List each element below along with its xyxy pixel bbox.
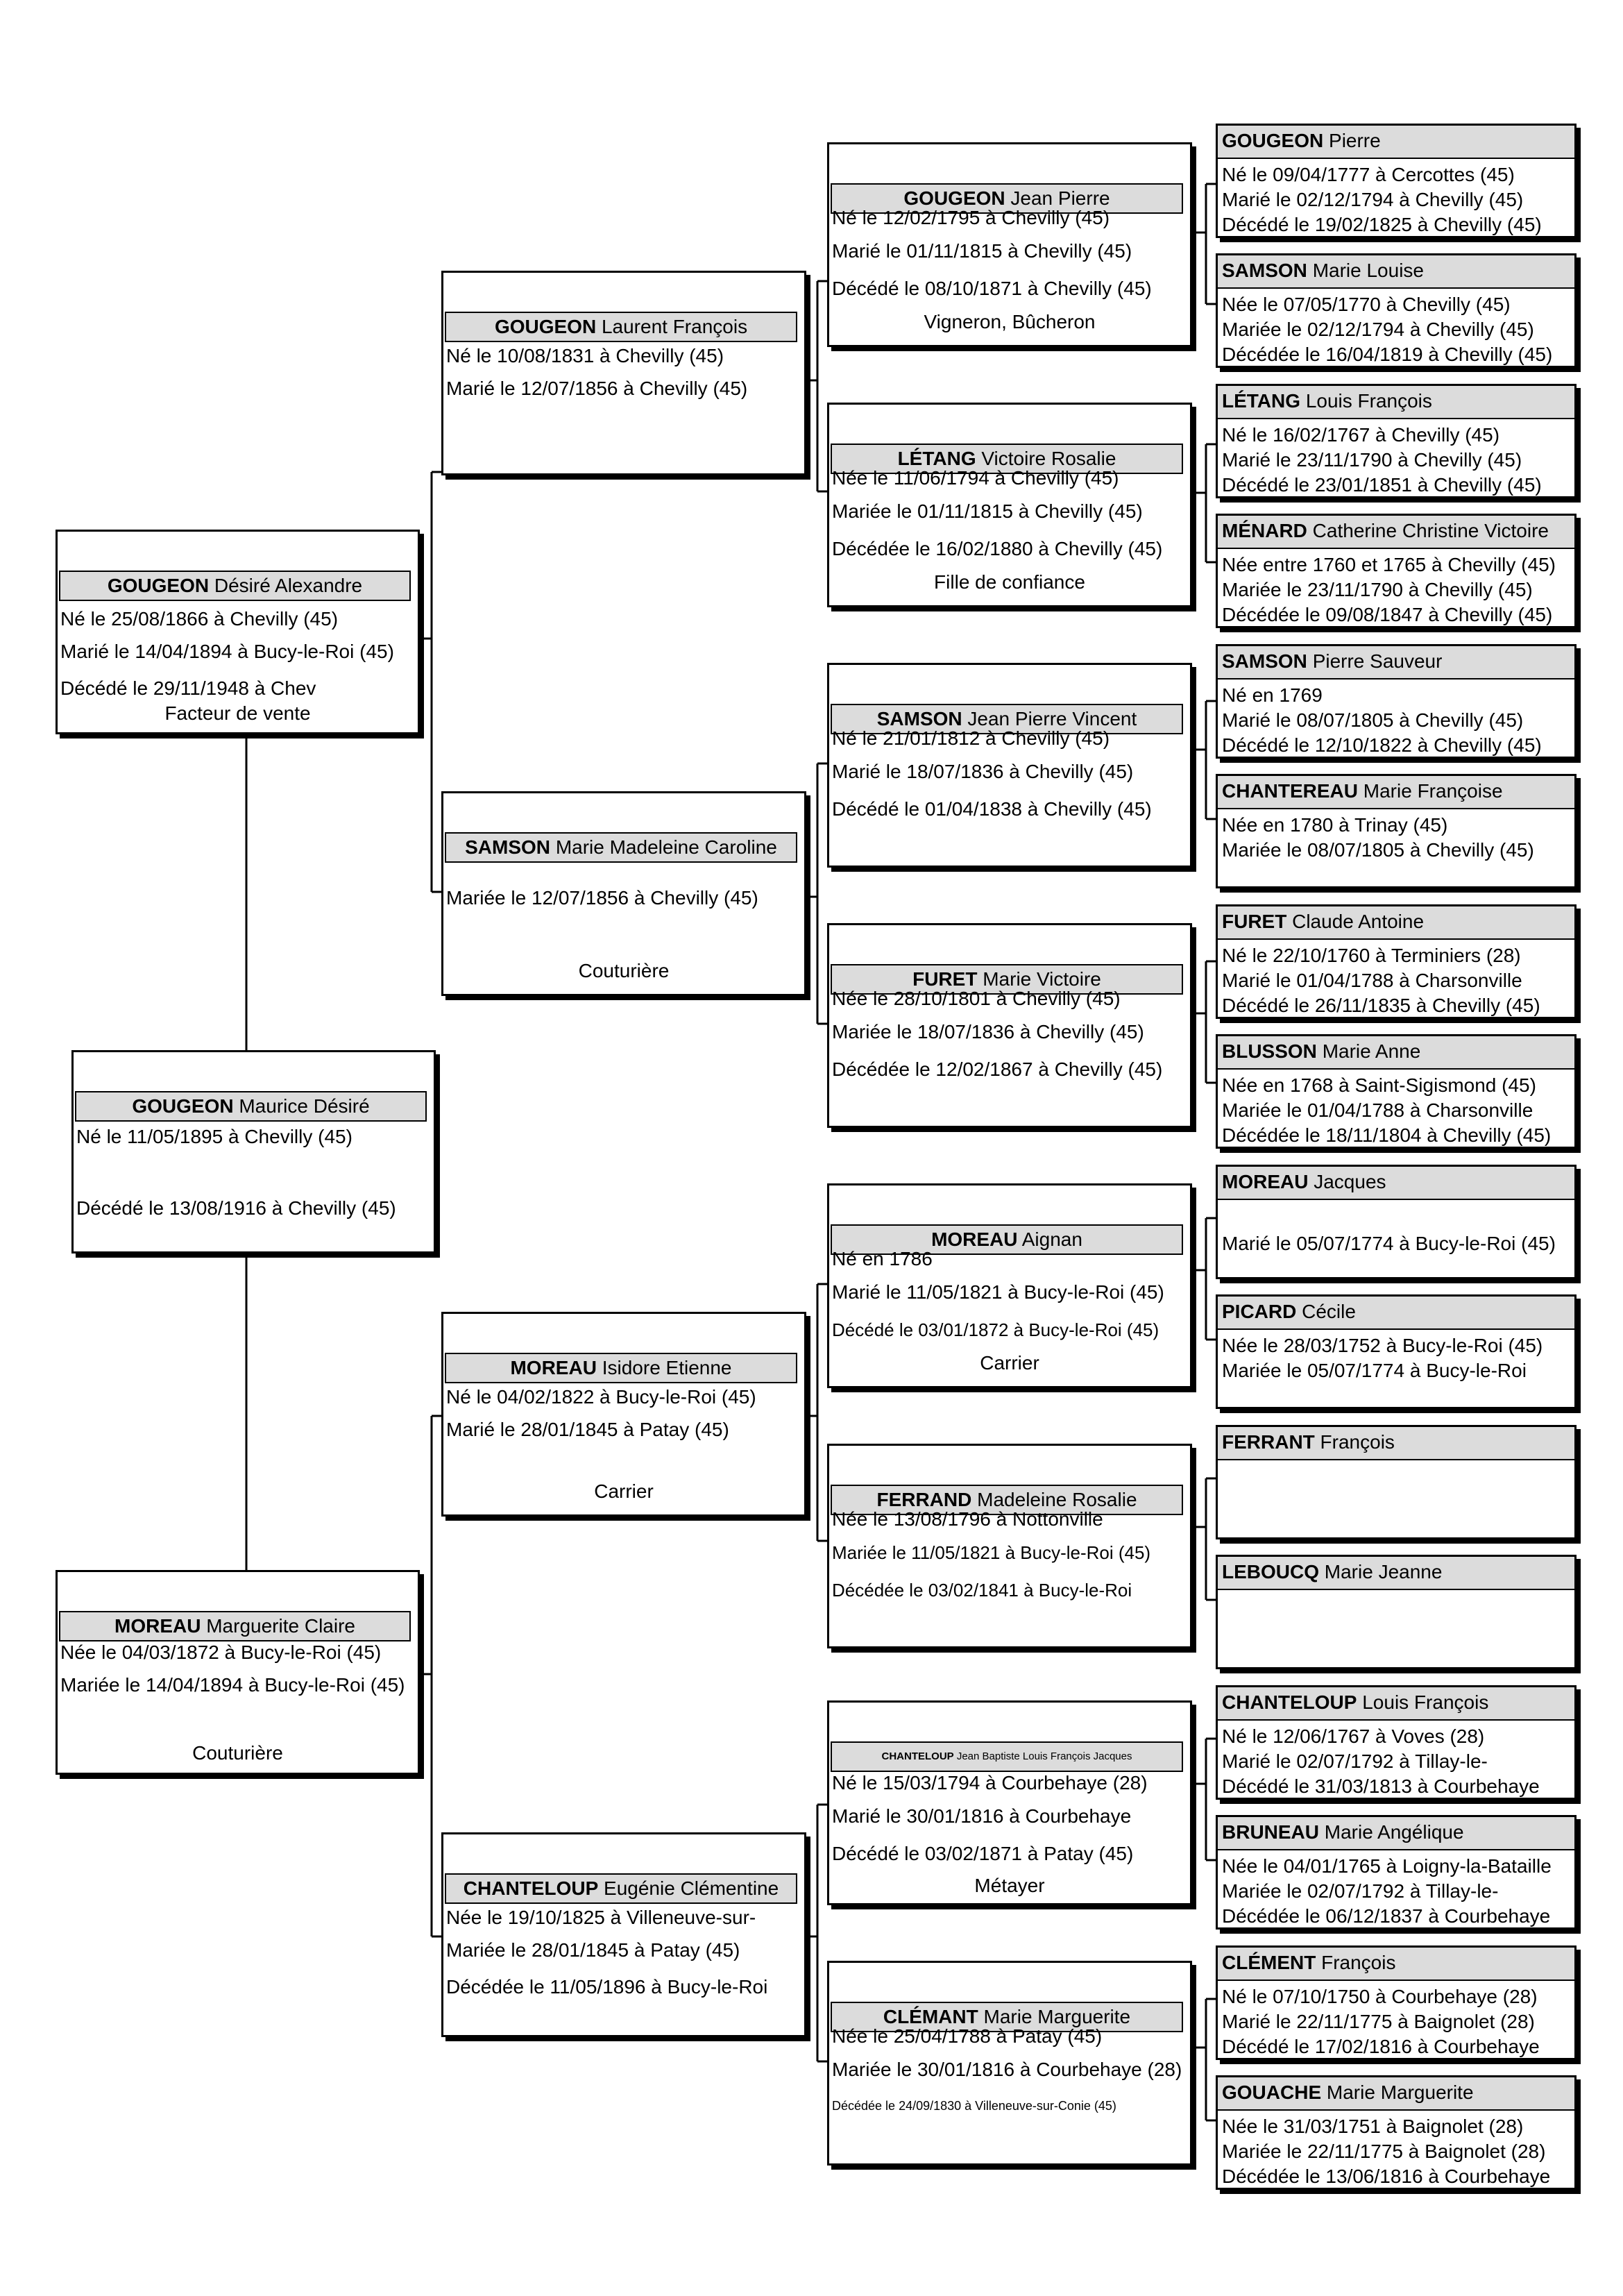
person-fact: Né le 22/10/1760 à Terminiers (28)	[1222, 945, 1521, 966]
person-name: GOUGEON Maurice Désiré	[75, 1091, 427, 1122]
person-fact: Née entre 1760 et 1765 à Chevilly (45)	[1222, 554, 1556, 575]
person-card-g1[interactable]	[827, 142, 1192, 347]
person-fact: Née le 28/10/1801 à Chevilly (45)	[832, 988, 1121, 1009]
person-fact: Mariée le 08/07/1805 à Chevilly (45)	[1222, 839, 1534, 861]
person-name: CHANTEREAU Marie Françoise	[1218, 776, 1574, 809]
person-card-g6[interactable]	[827, 1444, 1192, 1648]
person-name: GOUACHE Marie Marguerite	[1218, 2077, 1574, 2111]
person-fact: Mariée le 01/04/1788 à Charsonville	[1222, 1099, 1533, 1121]
person-fact: Marié le 22/11/1775 à Baignolet (28)	[1222, 2011, 1535, 2032]
person-name: FURET Claude Antoine	[1218, 906, 1574, 940]
person-fact: Marié le 14/04/1894 à Bucy-le-Roi (45)	[60, 641, 394, 662]
person-fact: Décédée le 03/02/1841 à Bucy-le-Roi	[832, 1580, 1132, 1601]
person-card-f1[interactable]	[441, 271, 806, 475]
person-fact: Mariée le 11/05/1821 à Bucy-le-Roi (45)	[832, 1542, 1151, 1563]
person-name: FERRANT François	[1218, 1427, 1574, 1460]
ancestor-card-a3[interactable]	[1216, 384, 1577, 498]
person-card-g5[interactable]	[827, 1183, 1192, 1388]
person-card-g8[interactable]	[827, 1961, 1192, 2166]
person-fact: Mariée le 14/04/1894 à Bucy-le-Roi (45)	[60, 1674, 405, 1696]
person-fact: Mariée le 30/01/1816 à Courbehaye (28)	[832, 2059, 1182, 2080]
ancestor-card-a5[interactable]	[1216, 644, 1577, 759]
person-name: SAMSON Jean Pierre Vincent	[831, 704, 1183, 734]
person-fact: Née le 28/03/1752 à Bucy-le-Roi (45)	[1222, 1335, 1543, 1356]
person-occupation: Métayer	[974, 1875, 1045, 1896]
person-fact: Mariée le 18/07/1836 à Chevilly (45)	[832, 1021, 1144, 1043]
person-fact: Décédé le 01/04/1838 à Chevilly (45)	[832, 798, 1152, 820]
person-fact: Née le 04/03/1872 à Bucy-le-Roi (45)	[60, 1641, 382, 1663]
ancestor-card-a2[interactable]	[1216, 253, 1577, 368]
person-fact: Née le 19/10/1825 à Villeneuve-sur-	[446, 1907, 756, 1928]
person-fact: Marié le 02/07/1792 à Tillay-le-	[1222, 1750, 1488, 1772]
person-occupation: Carrier	[980, 1352, 1039, 1374]
person-fact: Décédé le 13/08/1916 à Chevilly (45)	[76, 1197, 396, 1219]
ancestor-card-a15[interactable]	[1216, 1945, 1577, 2060]
person-fact: Marié le 05/07/1774 à Bucy-le-Roi (45)	[1222, 1233, 1556, 1254]
person-fact: Né le 10/08/1831 à Chevilly (45)	[446, 345, 724, 366]
person-fact: Marié le 01/11/1815 à Chevilly (45)	[832, 240, 1132, 262]
person-name: CLÉMENT François	[1218, 1948, 1574, 1981]
person-fact: Décédé le 26/11/1835 à Chevilly (45)	[1222, 995, 1540, 1016]
person-name: GOUGEON Jean Pierre	[831, 183, 1183, 214]
person-fact: Né le 09/04/1777 à Cercottes (45)	[1222, 164, 1515, 185]
person-name: LÉTANG Louis François	[1218, 386, 1574, 419]
person-name: CHANTELOUP Jean Baptiste Louis François Jacques	[831, 1741, 1183, 1772]
person-name: GOUGEON Laurent François	[445, 312, 797, 342]
person-fact: Décédée le 18/11/1804 à Chevilly (45)	[1222, 1124, 1552, 1146]
person-name: GOUGEON Pierre	[1218, 126, 1574, 159]
person-card-g4[interactable]	[827, 923, 1192, 1128]
ancestor-card-a11[interactable]	[1216, 1425, 1577, 1539]
person-fact: Né en 1769	[1222, 684, 1323, 706]
person-fact: Décédé le 17/02/1816 à Courbehaye	[1222, 2036, 1540, 2057]
person-fact: Né le 12/02/1795 à Chevilly (45)	[832, 207, 1110, 228]
person-name: CLÉMANT Marie Marguerite	[831, 2002, 1183, 2032]
person-fact: Marié le 12/07/1856 à Chevilly (45)	[446, 378, 748, 399]
person-name: GOUGEON Désiré Alexandre	[59, 571, 411, 601]
person-fact: Décédé le 31/03/1813 à Courbehaye	[1222, 1775, 1540, 1797]
person-name: CHANTELOUP Eugénie Clémentine	[445, 1873, 797, 1904]
person-card-m2[interactable]	[441, 1832, 806, 2037]
person-fact: Né le 25/08/1866 à Chevilly (45)	[60, 608, 339, 630]
person-occupation: Fille de confiance	[934, 571, 1085, 593]
person-card-g7[interactable]	[827, 1700, 1192, 1905]
person-fact: Décédé le 23/01/1851 à Chevilly (45)	[1222, 474, 1542, 496]
person-card-p3[interactable]	[56, 1570, 420, 1775]
person-fact: Née en 1768 à Saint-Sigismond (45)	[1222, 1074, 1536, 1096]
person-occupation: Facteur de vente	[164, 702, 311, 724]
person-fact: Mariée le 12/07/1856 à Chevilly (45)	[446, 887, 758, 909]
person-fact: Né le 07/10/1750 à Courbehaye (28)	[1222, 1986, 1538, 2007]
ancestor-card-a7[interactable]	[1216, 904, 1577, 1019]
person-fact: Décédée le 06/12/1837 à Courbehaye	[1222, 1905, 1551, 1927]
person-name: BRUNEAU Marie Angélique	[1218, 1817, 1574, 1850]
person-card-f2[interactable]	[441, 1312, 806, 1517]
person-fact: Mariée le 28/01/1845 à Patay (45)	[446, 1939, 740, 1961]
person-fact: Née le 31/03/1751 à Baignolet (28)	[1222, 2116, 1524, 2137]
person-fact: Marié le 18/07/1836 à Chevilly (45)	[832, 761, 1134, 782]
person-fact: Née le 25/04/1788 à Patay (45)	[832, 2025, 1103, 2047]
person-fact: Née le 04/01/1765 à Loigny-la-Bataille	[1222, 1855, 1552, 1877]
person-fact: Mariée le 02/07/1792 à Tillay-le-	[1222, 1880, 1499, 1902]
person-fact: Née en 1780 à Trinay (45)	[1222, 814, 1448, 836]
person-occupation: Vigneron, Bûcheron	[924, 311, 1096, 332]
person-occupation: Carrier	[594, 1480, 654, 1502]
ancestor-card-a4[interactable]	[1216, 514, 1577, 628]
ancestor-card-a16[interactable]	[1216, 2075, 1577, 2190]
person-fact: Marié le 28/01/1845 à Patay (45)	[446, 1419, 729, 1440]
person-card-g2[interactable]	[827, 403, 1192, 607]
person-name: PICARD Cécile	[1218, 1297, 1574, 1330]
ancestor-card-a12[interactable]	[1216, 1555, 1577, 1669]
person-card-p2[interactable]	[71, 1050, 436, 1253]
person-fact: Décédée le 13/06/1816 à Courbehaye	[1222, 2166, 1551, 2187]
person-fact: Décédé le 19/02/1825 à Chevilly (45)	[1222, 214, 1542, 235]
person-fact: Mariée le 22/11/1775 à Baignolet (28)	[1222, 2141, 1546, 2162]
person-name: SAMSON Marie Louise	[1218, 255, 1574, 289]
person-fact: Décédé le 12/10/1822 à Chevilly (45)	[1222, 734, 1542, 756]
person-name: CHANTELOUP Louis François	[1218, 1687, 1574, 1721]
person-name: MOREAU Aignan	[831, 1224, 1183, 1255]
person-card-p1[interactable]	[56, 530, 420, 734]
person-fact: Mariée le 02/12/1794 à Chevilly (45)	[1222, 319, 1534, 340]
person-fact: Décédé le 03/02/1871 à Patay (45)	[832, 1843, 1134, 1864]
person-fact: Né le 16/02/1767 à Chevilly (45)	[1222, 424, 1500, 446]
person-fact: Né le 12/06/1767 à Voves (28)	[1222, 1725, 1485, 1747]
ancestor-card-a14[interactable]	[1216, 1815, 1577, 1930]
person-name: MOREAU Marguerite Claire	[59, 1611, 411, 1641]
person-fact: Né le 04/02/1822 à Bucy-le-Roi (45)	[446, 1386, 756, 1408]
ancestor-card-a13[interactable]	[1216, 1685, 1577, 1800]
person-fact: Né en 1786	[832, 1248, 933, 1269]
person-fact: Décédée le 16/04/1819 à Chevilly (45)	[1222, 344, 1553, 365]
person-fact: Décédée le 12/02/1867 à Chevilly (45)	[832, 1058, 1163, 1080]
ancestor-card-a1[interactable]	[1216, 124, 1577, 238]
person-name: MOREAU Jacques	[1218, 1167, 1574, 1200]
person-name: SAMSON Marie Madeleine Caroline	[445, 832, 797, 863]
ancestor-card-a10[interactable]	[1216, 1294, 1577, 1409]
person-occupation: Couturière	[192, 1742, 283, 1764]
person-name: FURET Marie Victoire	[831, 964, 1183, 995]
person-fact: Mariée le 01/11/1815 à Chevilly (45)	[832, 500, 1143, 522]
person-fact: Né le 11/05/1895 à Chevilly (45)	[76, 1126, 352, 1147]
person-fact: Marié le 08/07/1805 à Chevilly (45)	[1222, 709, 1524, 731]
person-fact: Décédée le 16/02/1880 à Chevilly (45)	[832, 538, 1163, 559]
person-occupation: Couturière	[578, 960, 670, 981]
person-name: BLUSSON Marie Anne	[1218, 1036, 1574, 1070]
person-fact: Née le 11/06/1794 à Chevilly (45)	[832, 467, 1119, 489]
person-name: LÉTANG Victoire Rosalie	[831, 444, 1183, 474]
person-name: MOREAU Isidore Etienne	[445, 1353, 797, 1383]
person-name: FERRAND Madeleine Rosalie	[831, 1485, 1183, 1515]
person-fact: Née le 07/05/1770 à Chevilly (45)	[1222, 294, 1511, 315]
person-fact: Décédé le 29/11/1948 à Chev	[60, 677, 316, 699]
ancestor-card-a8[interactable]	[1216, 1034, 1577, 1149]
person-fact: Né le 15/03/1794 à Courbehaye (28)	[832, 1772, 1148, 1793]
person-fact: Mariée le 23/11/1790 à Chevilly (45)	[1222, 579, 1533, 600]
person-fact: Marié le 01/04/1788 à Charsonville	[1222, 970, 1522, 991]
person-name: LEBOUCQ Marie Jeanne	[1218, 1557, 1574, 1590]
person-fact: Marié le 02/12/1794 à Chevilly (45)	[1222, 189, 1524, 210]
person-name: MÉNARD Catherine Christine Victoire	[1218, 516, 1574, 549]
person-fact: Marié le 30/01/1816 à Courbehaye	[832, 1805, 1132, 1827]
person-fact: Décédée le 09/08/1847 à Chevilly (45)	[1222, 604, 1553, 625]
person-fact: Décédée le 24/09/1830 à Villeneuve-sur-Conie (45)	[832, 2099, 1116, 2113]
person-fact: Née le 13/08/1796 à Nottonville	[832, 1508, 1103, 1530]
person-fact: Décédé le 03/01/1872 à Bucy-le-Roi (45)	[832, 1319, 1159, 1340]
person-fact: Né le 21/01/1812 à Chevilly (45)	[832, 727, 1110, 749]
ancestor-card-a9[interactable]	[1216, 1165, 1577, 1279]
ancestor-card-a6[interactable]	[1216, 774, 1577, 888]
person-fact: Marié le 23/11/1790 à Chevilly (45)	[1222, 449, 1522, 471]
person-fact: Décédée le 11/05/1896 à Bucy-le-Roi	[446, 1976, 768, 1998]
person-card-g3[interactable]	[827, 663, 1192, 868]
person-fact: Mariée le 05/07/1774 à Bucy-le-Roi	[1222, 1360, 1527, 1381]
person-fact: Marié le 11/05/1821 à Bucy-le-Roi (45)	[832, 1281, 1164, 1303]
person-fact: Décédé le 08/10/1871 à Chevilly (45)	[832, 278, 1152, 299]
person-card-m1[interactable]	[441, 791, 806, 996]
person-name: SAMSON Pierre Sauveur	[1218, 646, 1574, 679]
